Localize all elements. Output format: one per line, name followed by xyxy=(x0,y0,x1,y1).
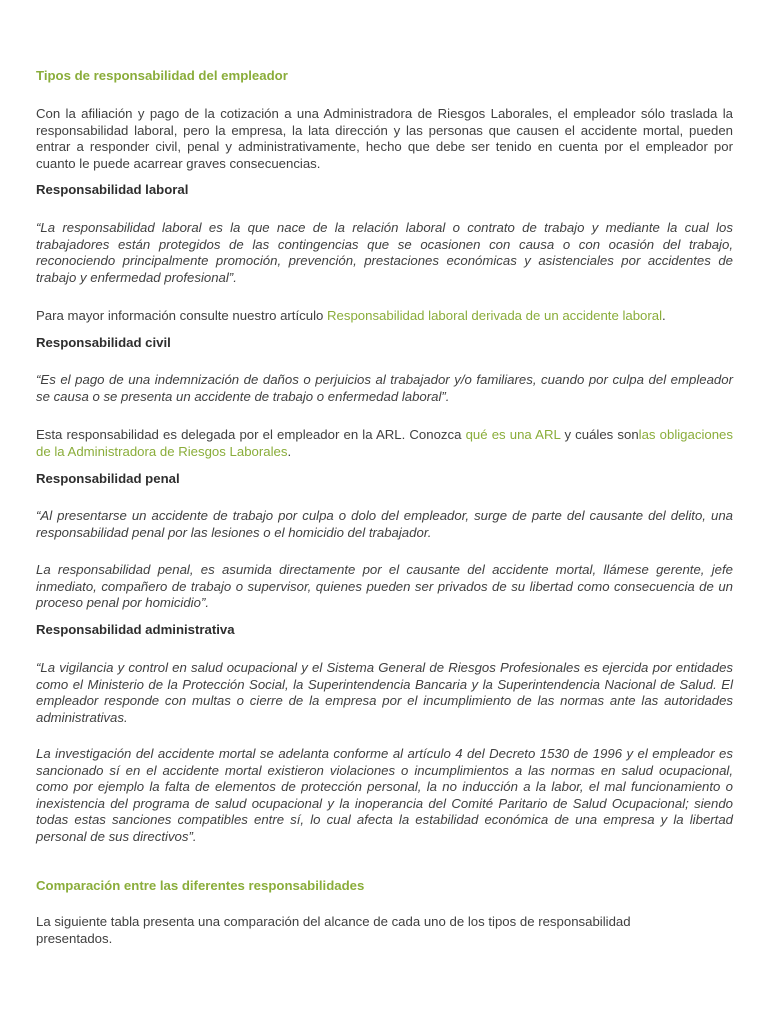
arl-note-middle: y cuáles son xyxy=(560,427,639,442)
quote-penal-2: La responsabilidad penal, es asumida directamente por el causante del accidente mortal, llámese gerente, jefe inmediato, compañero de trabajo o supervisor, quienes pueden ser privados de su libertad como consecuencia de un proceso penal por homicidio”. xyxy=(36,562,733,611)
heading-responsabilidad-civil: Responsabilidad civil xyxy=(36,335,171,350)
comparacion-paragraph: La siguiente tabla presenta una comparación del alcance de cada uno de los tipos de responsabilidad presentados. xyxy=(36,914,631,946)
arl-note-paragraph xyxy=(36,427,733,460)
link-obligaciones-arl[interactable]: las obligaciones de la Administradora de Riesgos Laborales xyxy=(36,427,733,459)
heading-responsabilidad-penal: Responsabilidad penal xyxy=(36,471,180,486)
more-info-paragraph xyxy=(36,308,733,325)
link-responsabilidad-laboral-article[interactable]: Responsabilidad laboral derivada de un accidente laboral xyxy=(327,308,663,323)
quote-civil: “Es el pago de una indemnización de daños o perjuicios al trabajador y/o familiares, cuando por culpa del empleador se causa o se presenta un accidente de trabajo o enfermedad laboral”. xyxy=(36,372,733,404)
more-info-suffix: . xyxy=(662,308,666,323)
section-heading-comparacion: Comparación entre las diferentes responsabilidades xyxy=(36,878,365,893)
quote-penal-1: “Al presentarse un accidente de trabajo por culpa o dolo del empleador, surge de parte del causante del delito, una responsabilidad penal por las lesiones o el homicidio del trabajador. xyxy=(36,508,733,540)
heading-responsabilidad-administrativa: Responsabilidad administrativa xyxy=(36,622,235,637)
quote-laboral: “La responsabilidad laboral es la que nace de la relación laboral o contrato de trabajo y mediante la cual los trabajadores están protegidos de las contingencias que se ocasionen con causa o con ocasión del trabajo, reconociendo principalmente promoción, prevención, prestaciones económicas y asistenciales por accidentes de trabajo y enfermedad profesional”. xyxy=(36,220,733,285)
quote-administrativa-2: La investigación del accidente mortal se adelanta conforme al artículo 4 del Decreto 1530 de 1996 y el empleador es sancionado sí en el accidente mortal existieron violaciones o incumplimientos a las normas en salud ocupacional, como por ejemplo la falta de elementos de protección personal, la no inducción a la labor, el mal funcionamiento o inexistencia del programa de salud ocupacional y la inoperancia del Comité Paritario de Salud Ocupacional; siendo todas estas sanciones compatibles entre sí, lo cual afecta la estabilidad económica de una empresa y la libertad personal de sus directivos”. xyxy=(36,746,733,844)
intro-paragraph: Con la afiliación y pago de la cotización a una Administradora de Riesgos Laborales, el empleador sólo traslada la responsabilidad laboral, pero la empresa, la lata dirección y las personas que causen el accidente mortal, pueden entrar a responder civil, penal y administrativamente, hecho que debe ser tenido en cuenta por el empleador por cuanto le puede acarrear graves consecuencias. xyxy=(36,106,733,171)
arl-note-suffix: . xyxy=(287,443,292,459)
arl-note-prefix: Esta responsabilidad es delegada por el empleador en la ARL. Conozca xyxy=(36,427,466,442)
link-que-es-arl[interactable]: qué es una ARL xyxy=(465,427,561,442)
more-info-prefix: Para mayor información consulte nuestro artículo xyxy=(36,308,327,323)
heading-responsabilidad-laboral: Responsabilidad laboral xyxy=(36,182,189,197)
section-heading-tipos: Tipos de responsabilidad del empleador xyxy=(36,68,288,83)
quote-administrativa-1: “La vigilancia y control en salud ocupacional y el Sistema General de Riesgos Profesionales es ejercida por entidades como el Ministerio de la Protección Social, la Superintendencia Bancaria y la Superintendencia Nacional de Salud. El empleador responde con multas o cierre de la empresa por el incumplimiento de las normas ante las autoridades administrativas. xyxy=(36,660,733,725)
